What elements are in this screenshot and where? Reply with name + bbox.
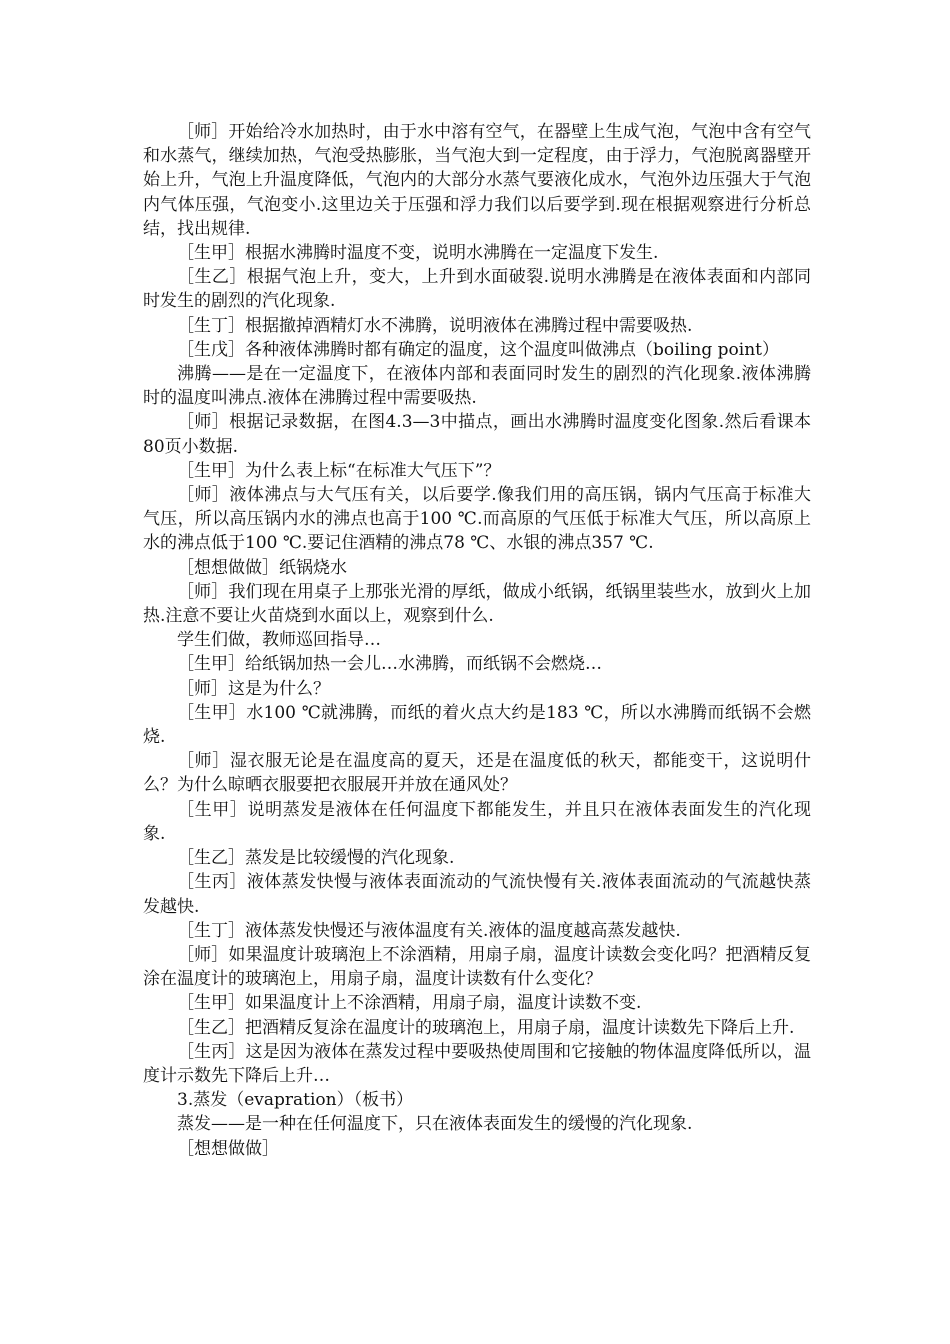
paragraph: ［师］开始给冷水加热时，由于水中溶有空气，在器壁上生成气泡，气泡中含有空气和水蒸气，继续加热，气泡受热膨胀，当气泡大到一定程度，由于浮力，气泡脱离器壁开始上升，气泡上升温度降低，气泡内的大部分水蒸气要液化成水，气泡外边压强大于气泡内气体压强，气泡变小.这里边关于压强和浮力我们以后要学到.现在根据观察进行分析总结，找出规律. [143,122,811,239]
paragraph: ［生戊］各种液体沸腾时都有确定的温度，这个温度叫做沸点（boiling point） [177,339,779,360]
section-heading: 3.蒸发（evapration）（板书） [177,1090,414,1111]
paragraph: ［生甲］如果温度计上不涂酒精，用扇子扇，温度计读数不变. [177,993,642,1014]
definition-paragraph: 蒸发——是一种在任何温度下，只在液体表面发生的缓慢的汽化现象. [177,1114,693,1135]
paragraph: ［生丙］这是因为液体在蒸发过程中要吸热使周围和它接触的物体温度降低所以，温度计示数先下降后上升… [143,1041,811,1086]
document-body [143,120,811,1161]
paragraph: ［生甲］说明蒸发是液体在任何温度下都能发生，并且只在液体表面发生的汽化现象. [143,799,811,844]
paragraph: ［生乙］把酒精反复涂在温度计的玻璃泡上，用扇子扇，温度计读数先下降后上升. [177,1017,795,1038]
paragraph: ［师］这是为什么？ [177,678,330,699]
paragraph: 学生们做，教师巡回指导… [177,630,381,651]
paragraph: ［生乙］蒸发是比较缓慢的汽化现象. [177,848,455,869]
paragraph: ［生甲］根据水沸腾时温度不变，说明水沸腾在一定温度下发生. [177,243,659,264]
paragraph: ［师］湿衣服无论是在温度高的夏天，还是在温度低的秋天，都能变干，这说明什么？为什么晾晒衣服要把衣服展开并放在通风处？ [143,751,811,796]
paragraph: ［生丙］液体蒸发快慢与液体表面流动的气流快慢有关.液体表面流动的气流越快蒸发越快. [143,872,811,917]
paragraph: ［师］如果温度计玻璃泡上不涂酒精，用扇子扇，温度计读数会变化吗？把酒精反复涂在温度计的玻璃泡上，用扇子扇，温度计读数有什么变化？ [143,944,811,990]
paragraph: ［生甲］给纸锅加热一会儿…水沸腾，而纸锅不会燃烧… [177,654,602,675]
paragraph: ［生乙］根据气泡上升，变大，上升到水面破裂.说明水沸腾是在液体表面和内部同时发生的剧烈的汽化现象. [143,267,811,312]
paragraph: ［生丁］液体蒸发快慢还与液体温度有关.液体的温度越高蒸发越快. [177,920,681,941]
activity-heading: ［想想做做］ [177,1138,279,1159]
paragraph: ［师］根据记录数据，在图4.3—3中描点，画出水沸腾时温度变化图象.然后看课本80页小数据. [143,412,811,457]
definition-paragraph: 沸腾——是在一定温度下，在液体内部和表面同时发生的剧烈的汽化现象.液体沸腾时的温度叫沸点.液体在沸腾过程中需要吸热. [143,364,811,409]
paragraph: ［生甲］水100 ℃就沸腾，而纸的着火点大约是183 ℃，所以水沸腾而纸锅不会燃烧. [143,702,811,748]
paragraph: ［生丁］根据撤掉酒精灯水不沸腾，说明液体在沸腾过程中需要吸热. [177,315,693,336]
paragraph: ［师］我们现在用桌子上那张光滑的厚纸，做成小纸锅，纸锅里装些水，放到火上加热.注意不要让火苗烧到水面以上，观察到什么. [143,581,811,627]
activity-heading: ［想想做做］纸锅烧水 [177,557,347,578]
paragraph: ［生甲］为什么表上标“在标准大气压下”？ [177,460,501,481]
paragraph: ［师］液体沸点与大气压有关，以后要学.像我们用的高压锅，锅内气压高于标准大气压，所以高压锅内水的沸点也高于100 ℃.而高原的气压低于标准大气压，所以高原上水的沸点低于100 ℃.要记住酒精的沸点78 ℃、水银的沸点357 ℃. [143,485,811,554]
